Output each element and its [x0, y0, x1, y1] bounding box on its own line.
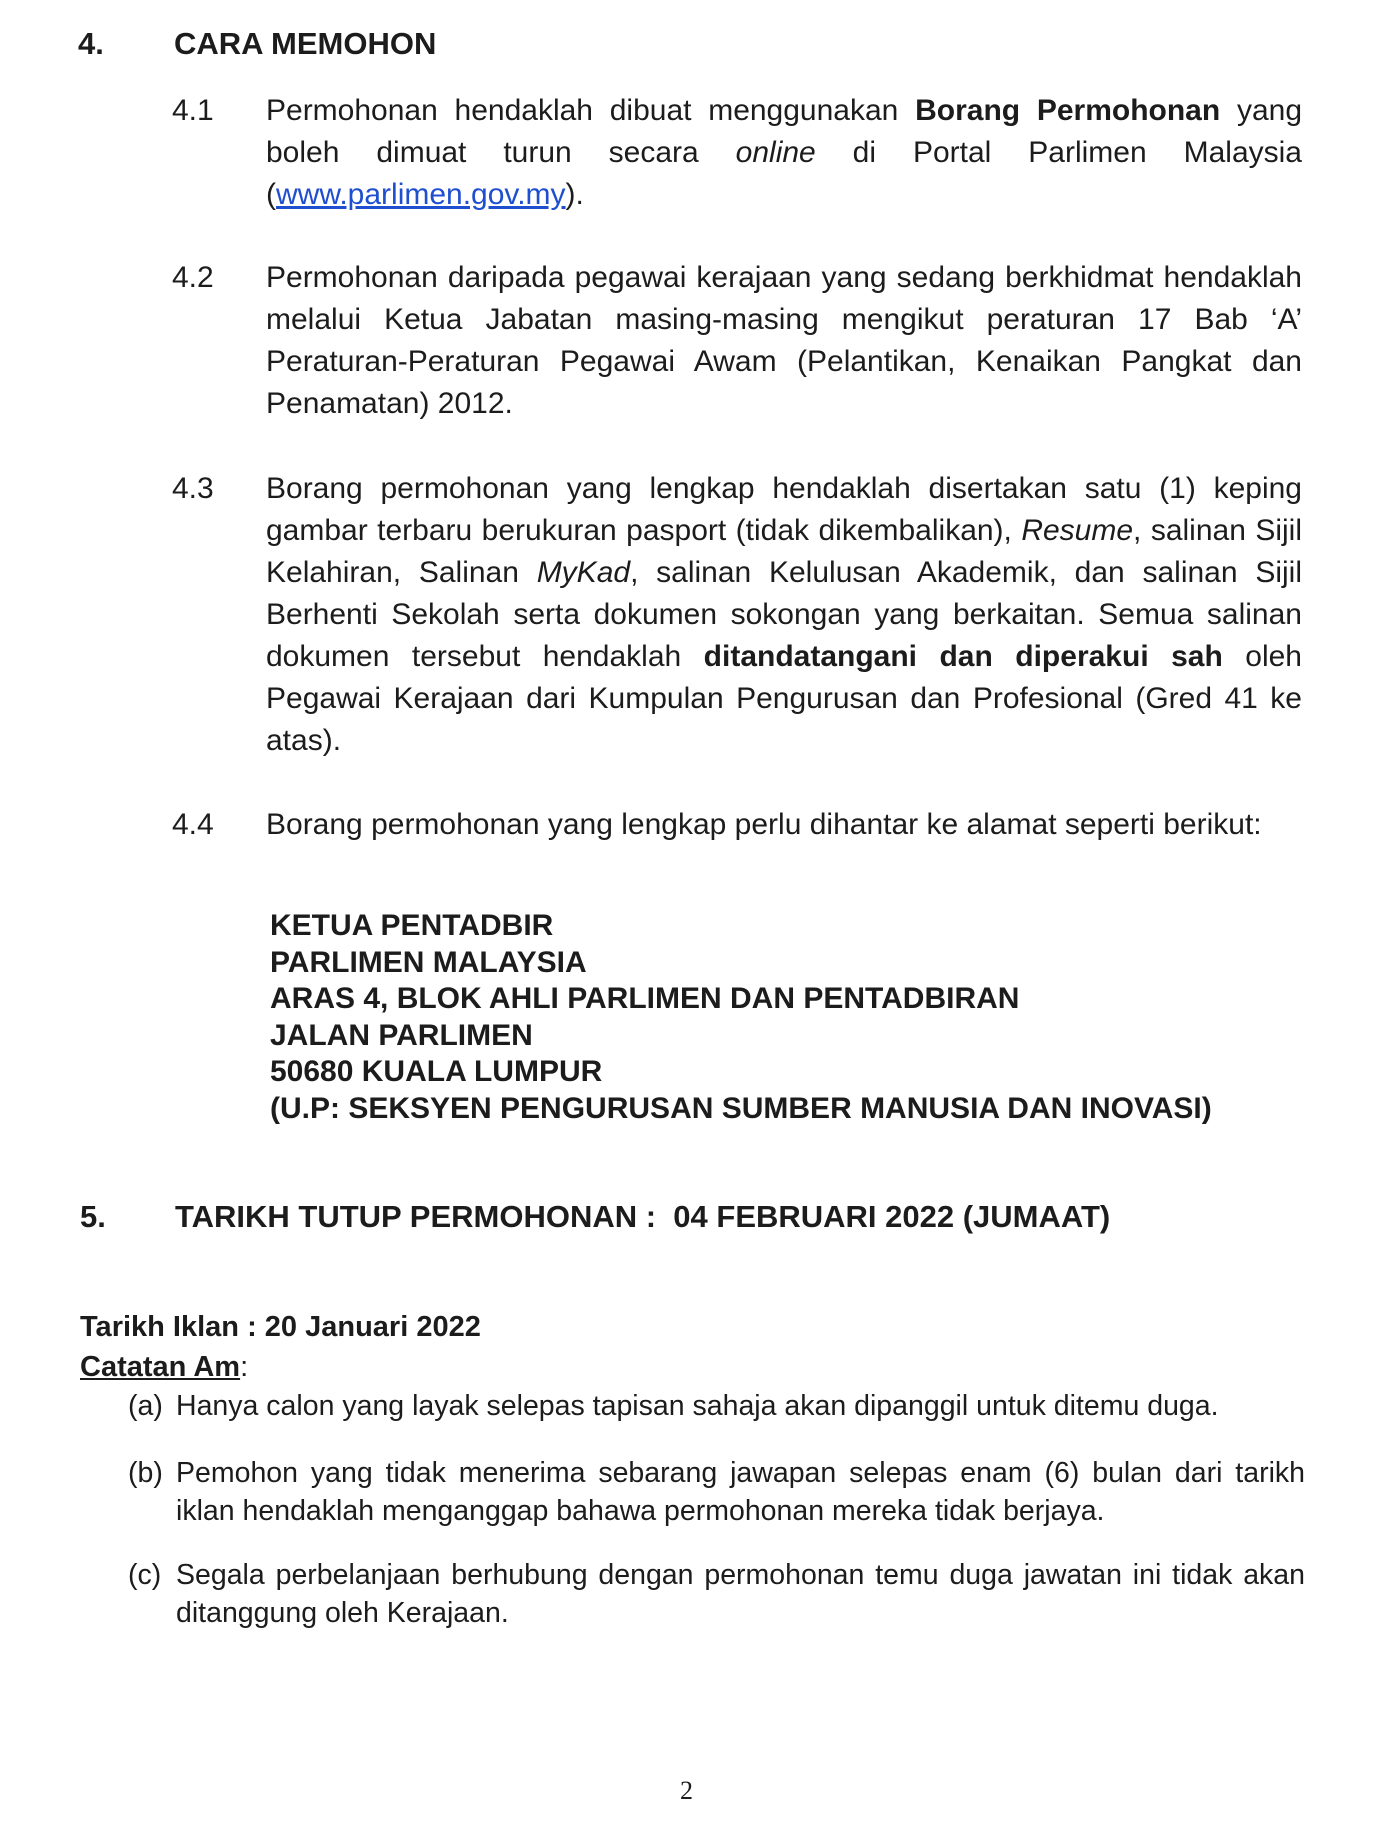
clause-number: 4.3: [172, 472, 214, 505]
clause-number: 4.4: [172, 808, 214, 841]
mailing-address: [270, 908, 1212, 1127]
note-item-b: [128, 1454, 1305, 1530]
note-text: Hanya calon yang layak selepas tapisan sahaja akan dipanggil untuk ditemu duga.: [176, 1390, 1219, 1422]
address-line: (U.P: SEKSYEN PENGURUSAN SUMBER MANUSIA DAN INOVASI): [270, 1091, 1212, 1125]
section-5-title: TARIKH TUTUP PERMOHONAN : 04 FEBRUARI 2022 (JUMAAT): [175, 1199, 1111, 1234]
advert-date: Tarikh Iklan : 20 Januari 2022: [80, 1311, 481, 1343]
address-line: 50680 KUALA LUMPUR: [270, 1055, 603, 1088]
italic-text: MyKad: [536, 556, 631, 589]
address-line: PARLIMEN MALAYSIA: [270, 945, 587, 979]
note-label: (b): [128, 1457, 163, 1489]
note-text: Pemohon yang tidak menerima sebarang jawapan selepas enam (6) bulan dari tarikh iklan hendaklah menganggap bahawa permohonan mereka tidak berjaya.: [176, 1457, 1305, 1527]
clause-4-1: [172, 90, 1302, 216]
address-line: ARAS 4, BLOK AHLI PARLIMEN DAN PENTADBIRAN: [270, 982, 1020, 1015]
general-notes-label: Catatan Am: [80, 1351, 241, 1383]
note-label: (c): [128, 1559, 162, 1591]
address-line: KETUA PENTADBIR: [270, 909, 554, 942]
italic-text: online: [735, 136, 816, 169]
section-4-number: 4.: [78, 26, 104, 61]
clause-4-4: [172, 804, 1302, 846]
clause-number: 4.1: [172, 94, 214, 127]
clause-number: 4.2: [172, 261, 214, 294]
bold-text: ditandatangani dan diperakui sah: [703, 640, 1223, 673]
note-label: (a): [128, 1390, 163, 1422]
clause-text: Permohonan hendaklah dibuat menggunakan Borang Permohonan yang boleh dimuat turun secara online di Portal Parlimen Malaysia (www.parlimen.gov.my).: [266, 94, 1302, 211]
bold-text: Borang Permohonan: [915, 94, 1221, 127]
section-5-number: 5.: [80, 1199, 106, 1234]
note-item-a: [128, 1387, 1305, 1425]
general-notes-heading: [80, 1347, 248, 1387]
parliament-portal-link[interactable]: www.parlimen.gov.my: [276, 178, 566, 211]
clause-4-3: [172, 468, 1302, 762]
clause-text: Borang permohonan yang lengkap hendaklah disertakan satu (1) keping gambar terbaru berukuran pasport (tidak dikembalikan), Resume, salinan Sijil Kelahiran, Salinan MyKad, salinan Kelulusan Akademik, dan salinan Sijil Berhenti Sekolah serta dokumen sokongan yang berkaitan. Semua salinan dokumen tersebut hendaklah ditandatangani dan diperakui sah oleh Pegawai Kerajaan dari Kumpulan Pengurusan dan Profesional (Gred 41 ke atas).: [266, 472, 1302, 757]
clause-text: Borang permohonan yang lengkap perlu dihantar ke alamat seperti berikut:: [266, 808, 1262, 841]
clause-text: Permohonan daripada pegawai kerajaan yang sedang berkhidmat hendaklah melalui Ketua Jabatan masing-masing mengikut peraturan 17 Bab ‘A’ Peraturan-Peraturan Pegawai Awam (Pelantikan, Kenaikan Pangkat dan Penamatan) 2012.: [266, 261, 1302, 420]
general-notes-colon: :: [240, 1351, 249, 1383]
note-text: Segala perbelanjaan berhubung dengan permohonan temu duga jawatan ini tidak akan ditanggung oleh Kerajaan.: [176, 1559, 1305, 1629]
section-4-title: CARA MEMOHON: [174, 26, 437, 61]
address-line: JALAN PARLIMEN: [270, 1018, 533, 1052]
clause-4-2: [172, 257, 1302, 425]
page-number: 2: [680, 1776, 693, 1805]
note-item-c: [128, 1556, 1305, 1632]
italic-text: Resume: [1021, 514, 1134, 547]
